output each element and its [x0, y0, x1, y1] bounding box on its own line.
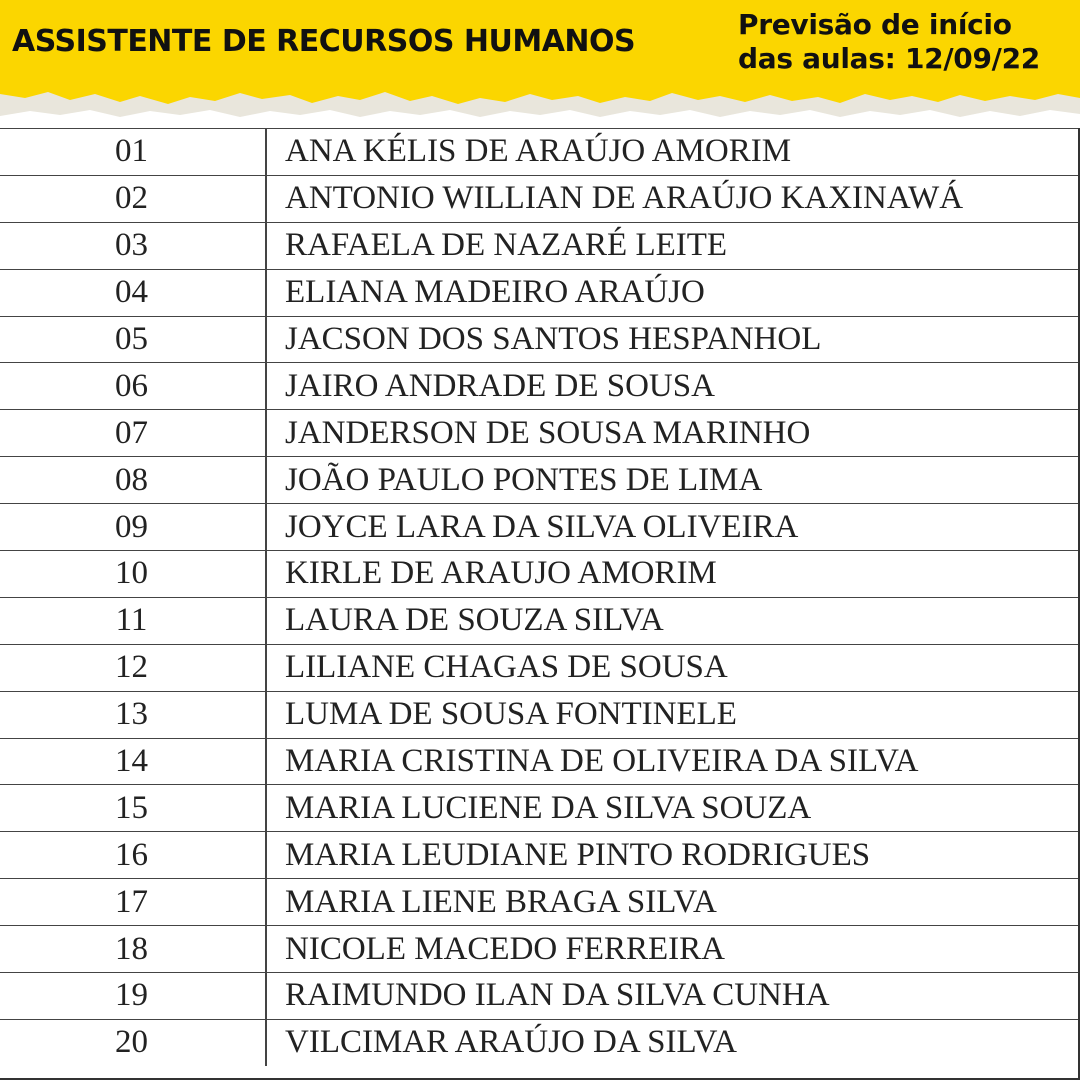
table-row — [0, 269, 1078, 316]
row-number: 04 — [0, 269, 266, 316]
student-name: JOÃO PAULO PONTES DE LIMA — [266, 457, 1078, 504]
student-name: LUMA DE SOUSA FONTINELE — [266, 691, 1078, 738]
row-number: 10 — [0, 551, 266, 598]
table-row — [0, 785, 1078, 832]
student-name: RAFAELA DE NAZARÉ LEITE — [266, 222, 1078, 269]
row-number: 16 — [0, 832, 266, 879]
table-row — [0, 222, 1078, 269]
table-row — [0, 504, 1078, 551]
row-number: 13 — [0, 691, 266, 738]
start-date-line2: das aulas: 12/09/22 — [738, 42, 1040, 75]
student-name: RAIMUNDO ILAN DA SILVA CUNHA — [266, 973, 1078, 1020]
student-name: KIRLE DE ARAUJO AMORIM — [266, 551, 1078, 598]
student-name: MARIA LUCIENE DA SILVA SOUZA — [266, 785, 1078, 832]
start-date-note — [738, 8, 1072, 76]
row-number: 12 — [0, 644, 266, 691]
student-name: LAURA DE SOUZA SILVA — [266, 597, 1078, 644]
row-number: 05 — [0, 316, 266, 363]
table-row — [0, 551, 1078, 598]
row-number: 18 — [0, 926, 266, 973]
row-number: 17 — [0, 879, 266, 926]
start-date-line1: Previsão de início — [738, 8, 1012, 41]
table-row — [0, 973, 1078, 1020]
student-name: VILCIMAR ARAÚJO DA SILVA — [266, 1019, 1078, 1065]
table-row — [0, 926, 1078, 973]
student-name: JAIRO ANDRADE DE SOUSA — [266, 363, 1078, 410]
table-row — [0, 1019, 1078, 1065]
table-row — [0, 644, 1078, 691]
table-row — [0, 175, 1078, 222]
student-name: LILIANE CHAGAS DE SOUSA — [266, 644, 1078, 691]
row-number: 14 — [0, 738, 266, 785]
student-name: ELIANA MADEIRO ARAÚJO — [266, 269, 1078, 316]
row-number: 20 — [0, 1019, 266, 1065]
row-number: 19 — [0, 973, 266, 1020]
row-number: 07 — [0, 410, 266, 457]
table-row — [0, 597, 1078, 644]
student-name: NICOLE MACEDO FERREIRA — [266, 926, 1078, 973]
row-number: 15 — [0, 785, 266, 832]
table-row — [0, 832, 1078, 879]
table-row — [0, 410, 1078, 457]
table-row — [0, 691, 1078, 738]
enrollment-table — [0, 128, 1080, 1080]
page-title: ASSISTENTE DE RECURSOS HUMANOS — [12, 24, 636, 59]
row-number: 06 — [0, 363, 266, 410]
row-number: 08 — [0, 457, 266, 504]
student-name: JOYCE LARA DA SILVA OLIVEIRA — [266, 504, 1078, 551]
student-name: JACSON DOS SANTOS HESPANHOL — [266, 316, 1078, 363]
row-number: 02 — [0, 175, 266, 222]
student-name: MARIA CRISTINA DE OLIVEIRA DA SILVA — [266, 738, 1078, 785]
row-number: 11 — [0, 597, 266, 644]
table-row — [0, 879, 1078, 926]
row-number: 01 — [0, 129, 266, 176]
student-name: ANTONIO WILLIAN DE ARAÚJO KAXINAWÁ — [266, 175, 1078, 222]
student-name: ANA KÉLIS DE ARAÚJO AMORIM — [266, 129, 1078, 176]
student-name: MARIA LIENE BRAGA SILVA — [266, 879, 1078, 926]
row-number: 09 — [0, 504, 266, 551]
student-name: JANDERSON DE SOUSA MARINHO — [266, 410, 1078, 457]
table-row — [0, 129, 1078, 176]
torn-paper-edge — [0, 84, 1080, 124]
table-row — [0, 738, 1078, 785]
row-number: 03 — [0, 222, 266, 269]
table-row — [0, 316, 1078, 363]
table-row — [0, 457, 1078, 504]
table-row — [0, 363, 1078, 410]
student-name: MARIA LEUDIANE PINTO RODRIGUES — [266, 832, 1078, 879]
